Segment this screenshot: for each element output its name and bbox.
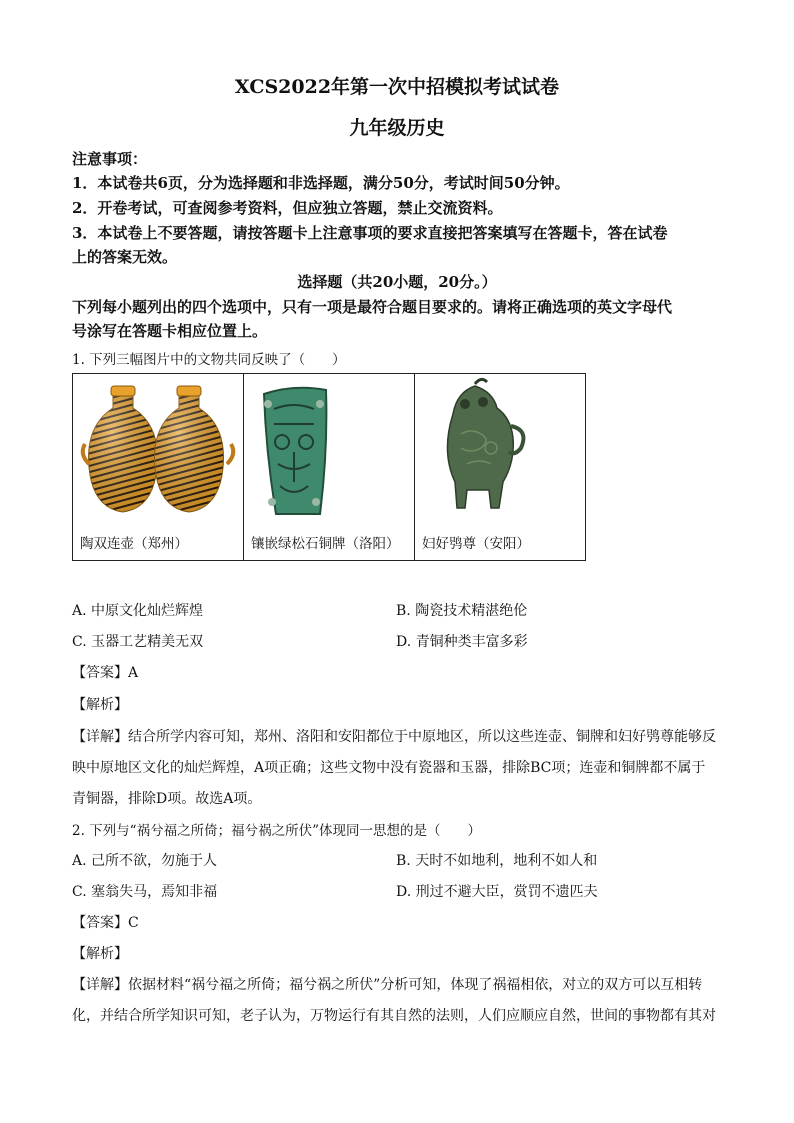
section-title: 选择题（共20小题，20分。）	[297, 273, 497, 291]
option-d[interactable]: D. 刑过不避大臣，赏罚不遗匹夫	[396, 884, 598, 900]
detail-line: 【详解】依据材料“祸兮福之所倚；福兮祸之所伏”分析可知，体现了祸福相依，对立的双方可以互相转	[72, 977, 703, 993]
option-d[interactable]: D. 青铜种类丰富多彩	[396, 634, 528, 650]
option-c[interactable]: C. 玉器工艺精美无双	[72, 634, 204, 650]
artifact-image-table	[72, 373, 586, 561]
artifact-caption: 妇好鸮尊（安阳）	[422, 536, 530, 552]
twin-pottery-vase-icon	[73, 374, 243, 524]
option-b[interactable]: B. 陶瓷技术精湛绝伦	[396, 603, 528, 619]
notice-item: 2．开卷考试，可查阅参考资料，但应独立答题，禁止交流资料。	[72, 199, 503, 217]
detail-line: 青铜器，排除D项。故选A项。	[72, 791, 262, 807]
turquoise-bronze-plaque-icon	[244, 374, 414, 524]
analysis-label: 【解析】	[72, 946, 128, 962]
page-title: XCS2022年第一次中招模拟考试试卷	[234, 76, 560, 98]
detail-line: 映中原地区文化的灿烂辉煌，A项正确；这些文物中没有瓷器和玉器，排除BC项；连壶和铜牌都不属于	[72, 760, 706, 776]
notice-item: 上的答案无效。	[72, 248, 178, 266]
option-a[interactable]: A. 己所不欲，勿施于人	[72, 853, 218, 869]
answer-label: 【答案】C	[72, 915, 139, 931]
option-c[interactable]: C. 塞翁失马，焉知非福	[72, 884, 218, 900]
answer-label: 【答案】A	[72, 665, 139, 681]
detail-line: 【详解】结合所学内容可知，郑州、洛阳和安阳都位于中原地区，所以这些连壶、铜牌和妇好鸮尊能够反	[72, 729, 716, 745]
artifact-caption: 镶嵌绿松石铜牌（洛阳）	[251, 536, 400, 552]
page-subtitle: 九年级历史	[349, 117, 445, 139]
artifact-cell	[415, 374, 586, 561]
artifact-caption: 陶双连壶（郑州）	[80, 536, 188, 552]
section-instruction: 下列每小题列出的四个选项中，只有一项是最符合题目要求的。请将正确选项的英文字母代	[72, 298, 673, 316]
artifact-cell	[73, 374, 244, 561]
question-stem: 1. 下列三幅图片中的文物共同反映了（ ）	[72, 352, 346, 368]
option-b[interactable]: B. 天时不如地利，地利不如人和	[396, 853, 598, 869]
notice-item: 1．本试卷共6页，分为选择题和非选择题，满分50分，考试时间50分钟。	[72, 174, 570, 192]
option-a[interactable]: A. 中原文化灿烂辉煌	[72, 603, 204, 619]
artifact-cell	[244, 374, 415, 561]
section-instruction: 号涂写在答题卡相应位置上。	[72, 322, 268, 340]
notice-item: 3．本试卷上不要答题，请按答题卡上注意事项的要求直接把答案填写在答题卡，答在试卷	[72, 224, 668, 242]
question-stem: 2. 下列与“祸兮福之所倚；福兮祸之所伏”体现同一思想的是（ ）	[72, 823, 481, 839]
analysis-label: 【解析】	[72, 697, 128, 713]
notice-heading: 注意事项：	[72, 150, 148, 168]
owl-bronze-zun-icon	[415, 374, 585, 524]
detail-line: 化，并结合所学知识可知，老子认为，万物运行有其自然的法则，人们应顺应自然，世间的事物都有其对	[72, 1008, 716, 1024]
